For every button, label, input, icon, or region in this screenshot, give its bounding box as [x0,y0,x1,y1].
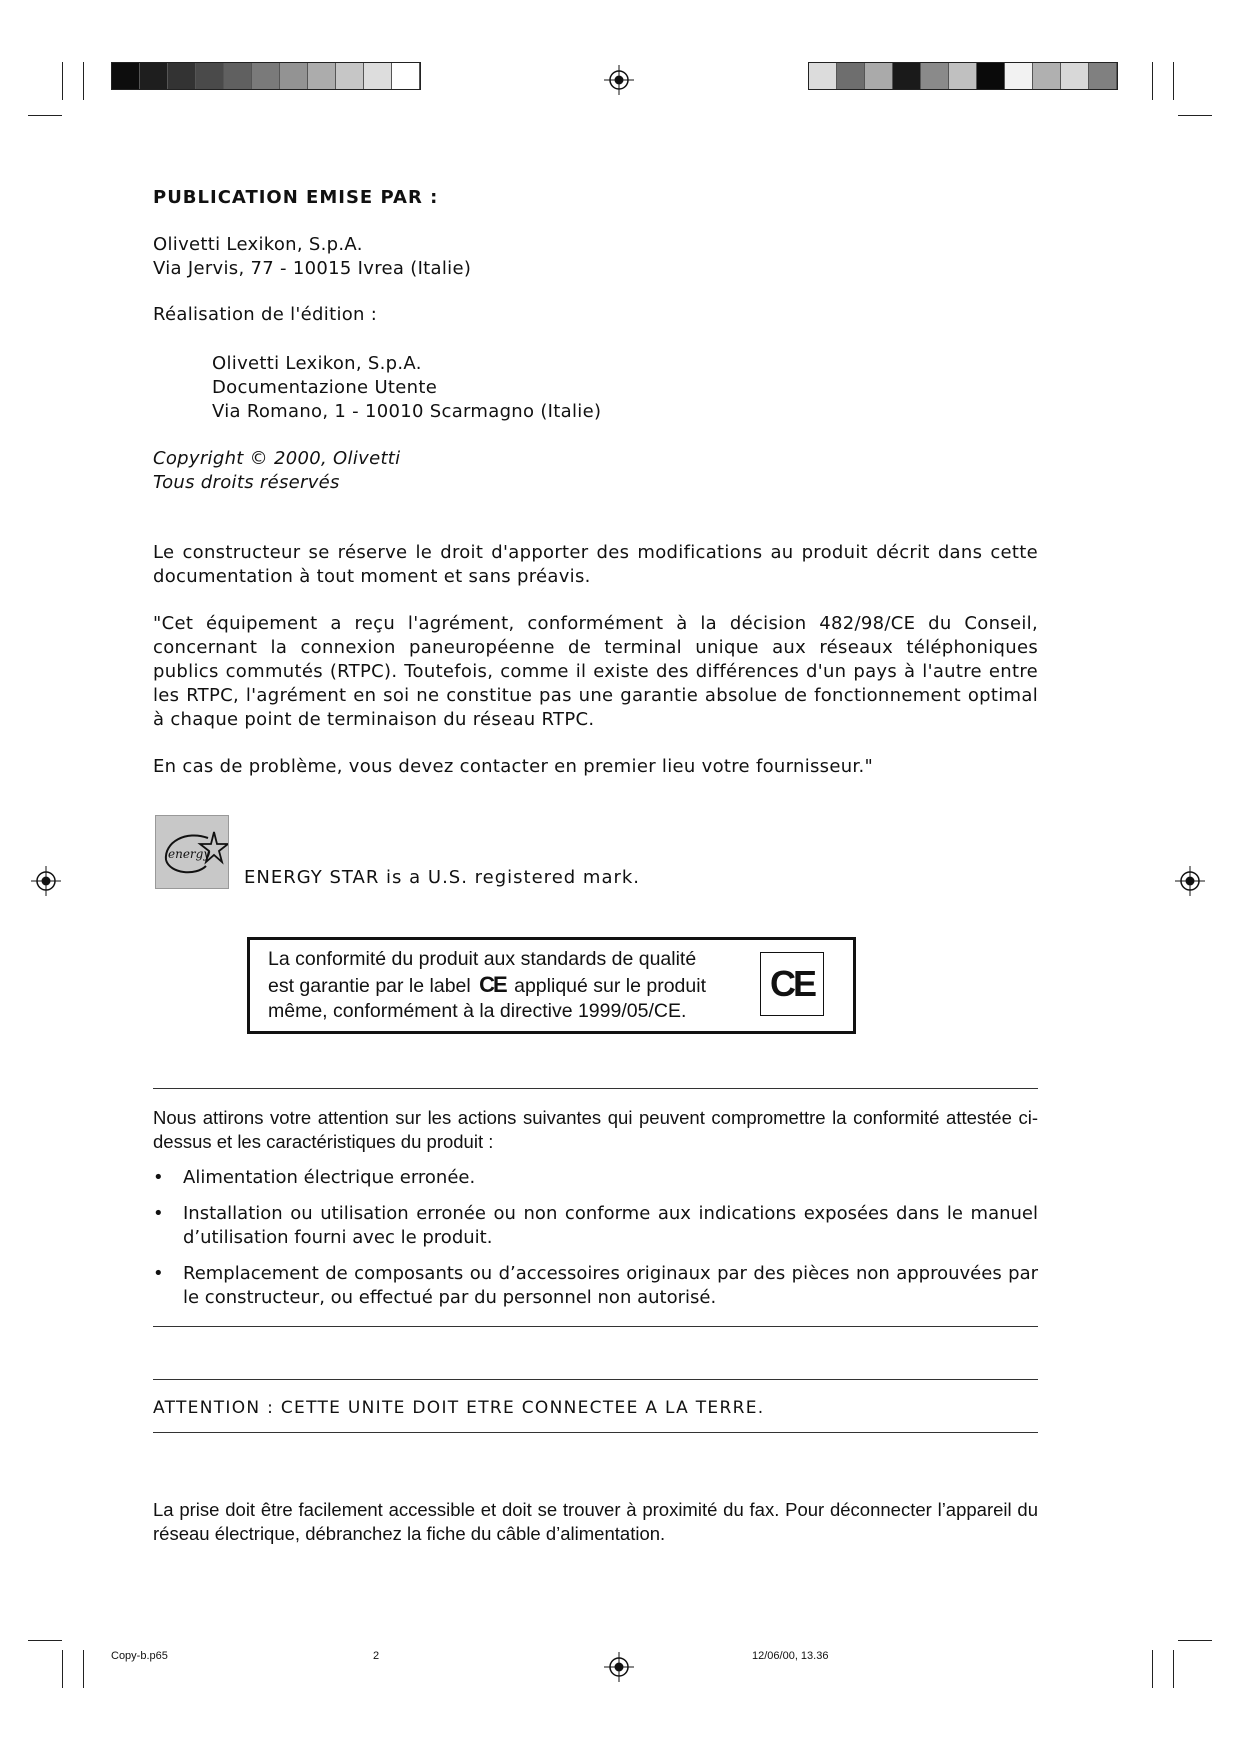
footer-timestamp: 12/06/00, 13.36 [752,1650,829,1662]
list-item-text: Installation ou utilisation erronée ou non conforme aux indications exposées dans le manuel d’utilisation fourni avec le produit. [183,1203,1038,1248]
crop-mark [62,62,63,100]
ce-inline-mark-icon: CE [479,972,506,997]
calibration-swatch [224,63,252,89]
calibration-swatch [336,63,364,89]
ce-text-line2-end: appliqué sur le produit [508,975,706,997]
bullet-icon: • [153,1167,164,1188]
footer-page-number: 2 [373,1650,380,1662]
divider [153,1432,1038,1433]
crop-mark [62,1650,63,1688]
list-item-text: Alimentation électrique erronée. [183,1167,476,1188]
ce-text-line2 [268,972,706,999]
ce-text-line3: même, conformément à la directive 1999/05/CE. [268,1000,687,1022]
crop-mark [1173,62,1174,100]
ce-conformity-box [247,937,856,1034]
registration-mark-icon [1175,866,1205,896]
ce-conformity-text [268,947,706,1024]
calibration-swatch [809,63,837,89]
crop-mark [28,1640,62,1641]
copyright-line: Copyright © 2000, Olivetti [153,448,401,469]
calibration-swatch [865,63,893,89]
ce-mark-icon: CE [760,952,824,1016]
edition-address: Via Romano, 1 - 10010 Scarmagno (Italie) [212,401,602,422]
calibration-swatch [837,63,865,89]
edition-label: Réalisation de l'édition : [153,304,378,325]
registration-mark-icon [604,1652,634,1682]
divider [153,1379,1038,1380]
calibration-swatch [112,63,140,89]
bullet-icon: • [153,1203,164,1224]
rights-reserved-line: Tous droits réservés [153,472,340,493]
ce-text-line1: La conformité du produit aux standards de qualité [268,948,697,970]
crop-mark [28,115,62,116]
calibration-swatch [1061,63,1089,89]
publisher-address: Via Jervis, 77 - 10015 Ivrea (Italie) [153,258,472,279]
footer-filename: Copy-b.p65 [111,1650,168,1662]
publication-title: PUBLICATION EMISE PAR : [153,187,439,208]
crop-mark [1178,1640,1212,1641]
crop-mark [1152,62,1153,100]
approval-paragraph: "Cet équipement a reçu l'agrément, conformément à la décision 482/98/CE du Conseil, concernant la connexion paneuropéenne de terminal unique aux réseaux téléphoniques publics commutés (RTPC). Toutefois, comme il existe des différences d'un pays à l'autre entre les RTPC, l'agrément en soi ne constitue pas une garantie absolue de fonctionnement optimal à chaque point de terminaison du réseau RTPC. [153,613,1038,730]
calibration-swatch [921,63,949,89]
power-disconnect-paragraph: La prise doit être facilement accessible et doit se trouver à proximité du fax. Pour déconnecter l’appareil du réseau électrique, débranchez la fiche du câble d’alimentation. [153,1499,1038,1544]
crop-mark [1152,1650,1153,1688]
calibration-swatch [280,63,308,89]
registration-mark-icon [31,866,61,896]
calibration-swatch [893,63,921,89]
calibration-swatch [977,63,1005,89]
crop-mark [83,1650,84,1688]
modifications-paragraph: Le constructeur se réserve le droit d'apporter des modifications au produit décrit dans cette documentation à tout moment et sans préavis. [153,542,1038,587]
grayscale-calibration-bar-right [808,62,1118,90]
bullet-icon: • [153,1263,164,1284]
edition-company: Olivetti Lexikon, S.p.A. [212,353,422,374]
attention-intro: Nous attirons votre attention sur les actions suivantes qui peuvent compromettre la conformité attestée ci-dessus et les caractéristiques du produit : [153,1107,1038,1152]
calibration-swatch [196,63,224,89]
calibration-swatch [392,63,420,89]
edition-department: Documentazione Utente [212,377,438,398]
crop-mark [83,62,84,100]
calibration-swatch [252,63,280,89]
energy-logo-lettering: energy [168,847,211,861]
ce-text-line2-start: est garantie par le label [268,975,477,997]
list-item-text: Remplacement de composants ou d’accessoires originaux par des pièces non approuvées par le constructeur, ou effectué par du personnel non autorisé. [183,1263,1038,1308]
divider [153,1088,1038,1089]
energy-star-notice: ENERGY STAR is a U.S. registered mark. [244,867,641,888]
grayscale-calibration-bar-left [111,62,421,90]
calibration-swatch [949,63,977,89]
crop-mark [1178,115,1212,116]
energy-star-logo [155,815,229,889]
registration-mark-icon [604,65,634,95]
grounding-warning: ATTENTION : CETTE UNITE DOIT ETRE CONNECTEE A LA TERRE. [153,1398,765,1418]
calibration-swatch [1033,63,1061,89]
crop-mark [1173,1650,1174,1688]
calibration-swatch [364,63,392,89]
supplier-contact-paragraph: En cas de problème, vous devez contacter en premier lieu votre fournisseur." [153,756,874,777]
calibration-swatch [1089,63,1117,89]
publisher-name: Olivetti Lexikon, S.p.A. [153,234,363,255]
calibration-swatch [140,63,168,89]
calibration-swatch [168,63,196,89]
energy-star-icon [156,816,228,888]
calibration-swatch [1005,63,1033,89]
calibration-swatch [308,63,336,89]
divider [153,1326,1038,1327]
